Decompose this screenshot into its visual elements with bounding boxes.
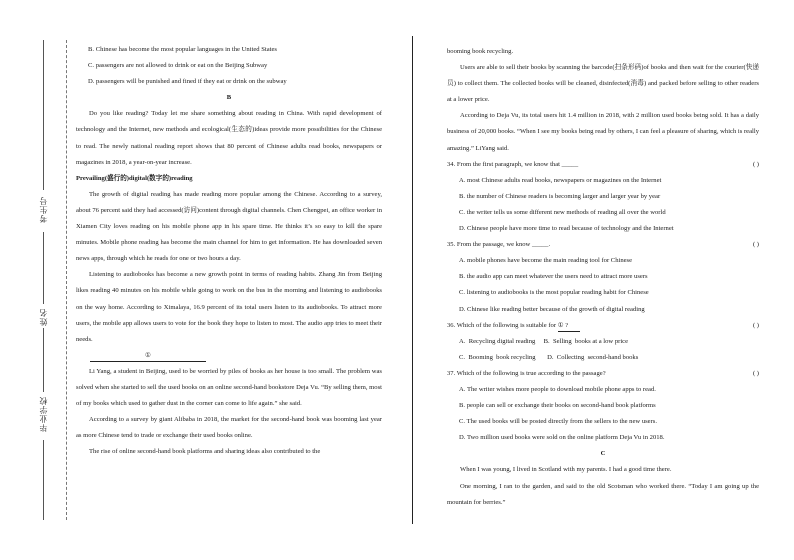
q37-option-a: A. The writer wishes more people to download mobile phone apps to read. (459, 385, 656, 393)
exam-number-label: 考生号 (39, 196, 48, 223)
question-36 (447, 318, 759, 334)
question-34-blank: _____ (561, 160, 579, 168)
section-c-heading: C (600, 450, 606, 458)
question-35-blank: _____. (531, 241, 551, 249)
passage-b-paragraph-2: The growth of digital reading has made reading more popular among the Chinese. According to a survey, about 76 percent said they had accessed(访问)content through digital channels. Chen Chengpei, an office worker in Xiamen City loves reading on his mobile phone app in his spare time. He thinks it’s so easy to kill the spare minutes. Mobile phone reading has become the main channel for him to get information. He has downloaded seven news apps, through which he reads for one or two hours a day. (76, 190, 382, 263)
q33-option-b: B. Chinese has become the most popular languages in the United States (88, 46, 277, 53)
name-label: 姓名 (39, 308, 48, 326)
q33-option-c: C. passengers are not allowed to drink or eat on the Beijing Subway (88, 62, 268, 70)
passage-b-paragraph-6: The rise of online second-hand book platforms and sharing ideas also contributed to the (89, 448, 321, 456)
passage-b-paragraph-3: Listening to audiobooks has become a new growth point in terms of reading habits. Zhang Jin from Beijing likes reading 40 minutes on his mobile while going to work on the bus in the morning and listening to audiobooks on the way home. According to Ximalaya, 16.9 percent of its total users listen to its audiobooks. To attract more users, the mobile app allows users to vote for the book they hope to listen to most. The audio app tries to meet their needs. (76, 271, 382, 343)
passage-c-paragraph-2: One morning, I ran to the garden, and said to the old Scotsman who worked there. “Today I am going up the mountain for berries.” (447, 482, 759, 506)
margin-line (43, 328, 44, 392)
passage-b-paragraph-6-continued: booming book recycling. (447, 48, 514, 55)
q37-option-b: B. people can sell or exchange their books on second-hand book platforms (459, 402, 656, 410)
q37-option-d: D. Two million used books were sold on the online platform Deja Vu in 2018. (459, 434, 665, 442)
passage-b-paragraph-4: Li Yang, a student in Beijing, used to be worried by piles of books as her house is too small. The problem was solved when she started to sell the used books on an online second-hand bookstore Deja Vu. “By selling them, most of my books which used to gather dust in the corner can come to life again.” she said. (76, 367, 382, 408)
question-37-stem: 37. Which of the following is true according to the passage? (447, 369, 606, 377)
question-34 (447, 157, 759, 173)
passage-b-paragraph-5: According to a survey by giant Alibaba in 2018, the market for the second-hand book was booming last year as more Chinese tend to trade or exchange their used books online. (76, 416, 382, 440)
question-34-stem: 34. From the first paragraph, we know that (447, 160, 560, 168)
answer-bracket: ( ) (752, 321, 759, 329)
cut-line (66, 40, 67, 520)
margin-line (43, 440, 44, 520)
q33-option-d: D. passengers will be punished and fined if they eat or drink on the subway (88, 78, 287, 86)
passage-b-paragraph-1: Do you like reading? Today let me share something about reading in China. With rapid development of technology and the Internet, new methods and ecological(生态的)ideas provide more possibilities for the Chinese to read. The newly national reading report shows that 80 percent of Chinese adults read books, newspapers or magazines in 2018, a year-on-year increase. (76, 110, 382, 166)
q34-option-a: A. most Chinese adults read books, newspapers or magazines on the Internet (459, 176, 662, 184)
passage-c-paragraph-1: When I was young, I lived in Scotland with my parents. I had a good time there. (460, 466, 672, 474)
passage-b-paragraph-8: According to Deja Vu, its total users hit 1.4 million in 2018, with 2 million used books being sold. It has a daily business of 20,000 books. “When I see my books being read by others, I can feel a pleasure of sharing, which is really amazing.” LiYang said. (447, 112, 759, 152)
question-35 (447, 237, 759, 253)
q36-options-cd: C. Booming book recycling D. Collecting second-hand books (459, 353, 639, 361)
passage-b-paragraph-7: Users are able to sell their books by scanning the barcode(扫条形码)of books and then wait for the courier(快递员) to collect them. The collected books will be cleaned, disinfected(消毒) and packed before selling to other readers at a lower price. (447, 64, 759, 104)
right-column (447, 44, 759, 511)
answer-bracket: ( ) (752, 241, 759, 249)
q37-option-c: C. The used books will be posted directly from the sellers to the new users. (459, 418, 658, 426)
margin-line (43, 40, 44, 190)
q34-option-b: B. the number of Chinese readers is becoming larger and larger year by year (459, 192, 661, 200)
q34-option-c: C. the writer tells us some different new methods of reading all over the world (459, 208, 666, 216)
q36-options-ab: A. Recycling digital reading B. Selling books at a low price (459, 337, 629, 345)
q34-option-d: D. Chinese people have more time to read because of technology and the Internet (459, 225, 674, 233)
blank-marker: ① (90, 351, 206, 362)
q35-option-b: B. the audio app can meet whatever the users need to attract more users (459, 273, 648, 281)
answer-bracket: ( ) (752, 369, 759, 377)
column-divider (412, 36, 413, 524)
q35-option-a: A. mobile phones have become the main reading tool for Chinese (459, 257, 633, 265)
section-b-heading: B (226, 94, 232, 102)
question-36-stem: 36. Which of the following is suitable for (447, 321, 557, 329)
blank-line-1 (76, 348, 382, 364)
question-35-stem: 35. From the passage, we know (447, 241, 531, 249)
left-column (76, 42, 382, 460)
school-label: 毕业学校 (39, 396, 48, 432)
margin-line (43, 232, 44, 304)
q35-option-c: C. listening to audiobooks is the most popular reading habit for Chinese (459, 289, 649, 297)
passage-b-subheading: Prevailing(盛行的)digital(数字的)reading (76, 174, 193, 182)
binding-margin (0, 0, 70, 560)
question-37 (447, 366, 759, 382)
question-36-blank: ① ? (558, 321, 580, 332)
q35-option-d: D. Chinese like reading better because of the growth of digital reading (459, 305, 645, 313)
answer-bracket: ( ) (752, 160, 759, 168)
